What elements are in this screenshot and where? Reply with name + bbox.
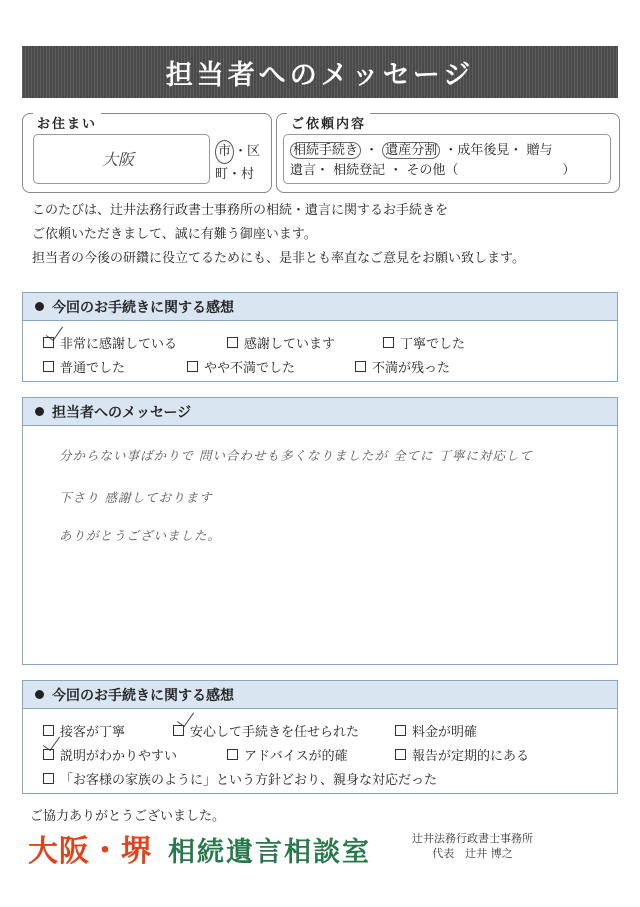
checkbox-icon (43, 337, 54, 348)
checkbox-icon (43, 361, 54, 372)
s3-option-5[interactable] (227, 745, 348, 764)
intro-text (32, 199, 612, 271)
s3-option-1-label: 接客が丁寧 (60, 725, 126, 740)
bullet-icon (35, 690, 44, 699)
checkbox-icon (43, 773, 54, 784)
s3-option-7-label: 「お客様の家族のように」という方針どおり、親身な対応だった (60, 773, 438, 788)
checkbox-icon (395, 749, 406, 760)
unit-city-circled: 市 (215, 140, 234, 164)
office-info (412, 831, 533, 861)
section2-body[interactable] (22, 425, 618, 665)
address-field[interactable] (33, 134, 210, 184)
s3-option-3[interactable] (395, 721, 477, 740)
s3-option-2-label: 安心して手続きを任せられた (190, 725, 360, 740)
intro-line-2: ご依頼いただきまして、誠に有難う御座います。 (32, 227, 317, 242)
checkbox-icon (227, 337, 238, 348)
request-sep-1: ・ (361, 143, 383, 158)
s3-option-4[interactable] (43, 745, 177, 764)
page-title: 担当者へのメッセージ (165, 59, 475, 91)
s1-option-4[interactable] (43, 357, 125, 376)
section1-title: 今回のお手続きに関する感想 (52, 299, 234, 316)
checkbox-icon (187, 361, 198, 372)
office-representative: 代表 辻井 博之 (432, 847, 513, 860)
checkbox-icon (43, 749, 54, 760)
s1-option-3-label: 丁寧でした (400, 337, 466, 352)
request-field (283, 134, 611, 184)
section3-title: 今回のお手続きに関する感想 (52, 687, 234, 704)
s3-option-6-label: 報告が定期的にある (412, 749, 530, 764)
request-line-1-rest: ・成年後見・ 贈与 (440, 143, 553, 158)
address-label: お住まい (33, 113, 101, 132)
s3-option-7[interactable] (43, 769, 437, 788)
s3-option-3-label: 料金が明確 (412, 725, 478, 740)
checkbox-icon (395, 725, 406, 736)
page-title-banner (22, 46, 618, 98)
address-box (22, 113, 272, 193)
checkbox-icon (173, 725, 184, 736)
unit-ward: ・区 (234, 144, 261, 159)
section1-body (22, 320, 618, 382)
unit-town: 町・村 (215, 167, 255, 182)
s1-option-2[interactable] (227, 333, 335, 352)
bullet-icon (35, 407, 44, 416)
s1-option-6[interactable] (355, 357, 450, 376)
request-line-2: 遺言・ 相続登記 ・ その他（ ） (290, 163, 576, 178)
request-box (276, 113, 620, 193)
s3-option-4-label: 説明がわかりやすい (60, 749, 178, 764)
s1-option-3[interactable] (383, 333, 465, 352)
request-label: ご依頼内容 (287, 113, 370, 132)
checkbox-icon (383, 337, 394, 348)
checkbox-icon (43, 725, 54, 736)
address-value: 大阪 (102, 150, 135, 169)
message-line-2: 下さり 感謝しております (59, 490, 213, 505)
s1-option-6-label: 不満が残った (372, 361, 451, 376)
bullet-icon (35, 302, 44, 311)
s3-option-5-label: アドバイスが的確 (244, 749, 348, 764)
s1-option-1-label: 非常に感謝している (60, 337, 178, 352)
s1-option-5[interactable] (187, 357, 295, 376)
s1-option-2-label: 感謝しています (244, 337, 336, 352)
section1-header (22, 292, 618, 320)
section2-header (22, 397, 618, 425)
message-line-3: ありがとうございました。 (59, 528, 222, 543)
s1-option-5-label: やや不満でした (204, 361, 296, 376)
address-units (215, 140, 260, 186)
section3-header (22, 680, 618, 708)
s1-option-4-label: 普通でした (60, 361, 126, 376)
checkbox-icon (227, 749, 238, 760)
brand-logo-location: 大阪・堺 (28, 834, 152, 869)
office-name: 辻井法務行政書士事務所 (412, 832, 533, 845)
section3-body (22, 708, 618, 794)
s1-option-1[interactable] (43, 333, 177, 352)
section2-title: 担当者へのメッセージ (52, 404, 192, 421)
checkbox-icon (355, 361, 366, 372)
footer-thanks: ご協力ありがとうございました。 (30, 809, 226, 824)
message-line-1: 分からない事ばかりで 問い合わせも多くなりましたが 全てに 丁寧に対応して (59, 448, 533, 463)
s3-option-6[interactable] (395, 745, 529, 764)
brand-logo-name: 相続遺言相談室 (168, 837, 371, 868)
s3-option-2[interactable] (173, 721, 359, 740)
request-line-1 (290, 139, 553, 158)
request-option-inheritance: 相続手続き (290, 142, 361, 159)
intro-line-3: 担当者の今後の研鑽に役立てるためにも、是非とも率直なご意見をお願い致します。 (32, 251, 525, 266)
intro-line-1: このたびは、辻井法務行政書士事務所の相続・遺言に関するお手続きを (32, 203, 449, 218)
request-option-division: 遺産分割 (382, 142, 440, 159)
s3-option-1[interactable] (43, 721, 125, 740)
